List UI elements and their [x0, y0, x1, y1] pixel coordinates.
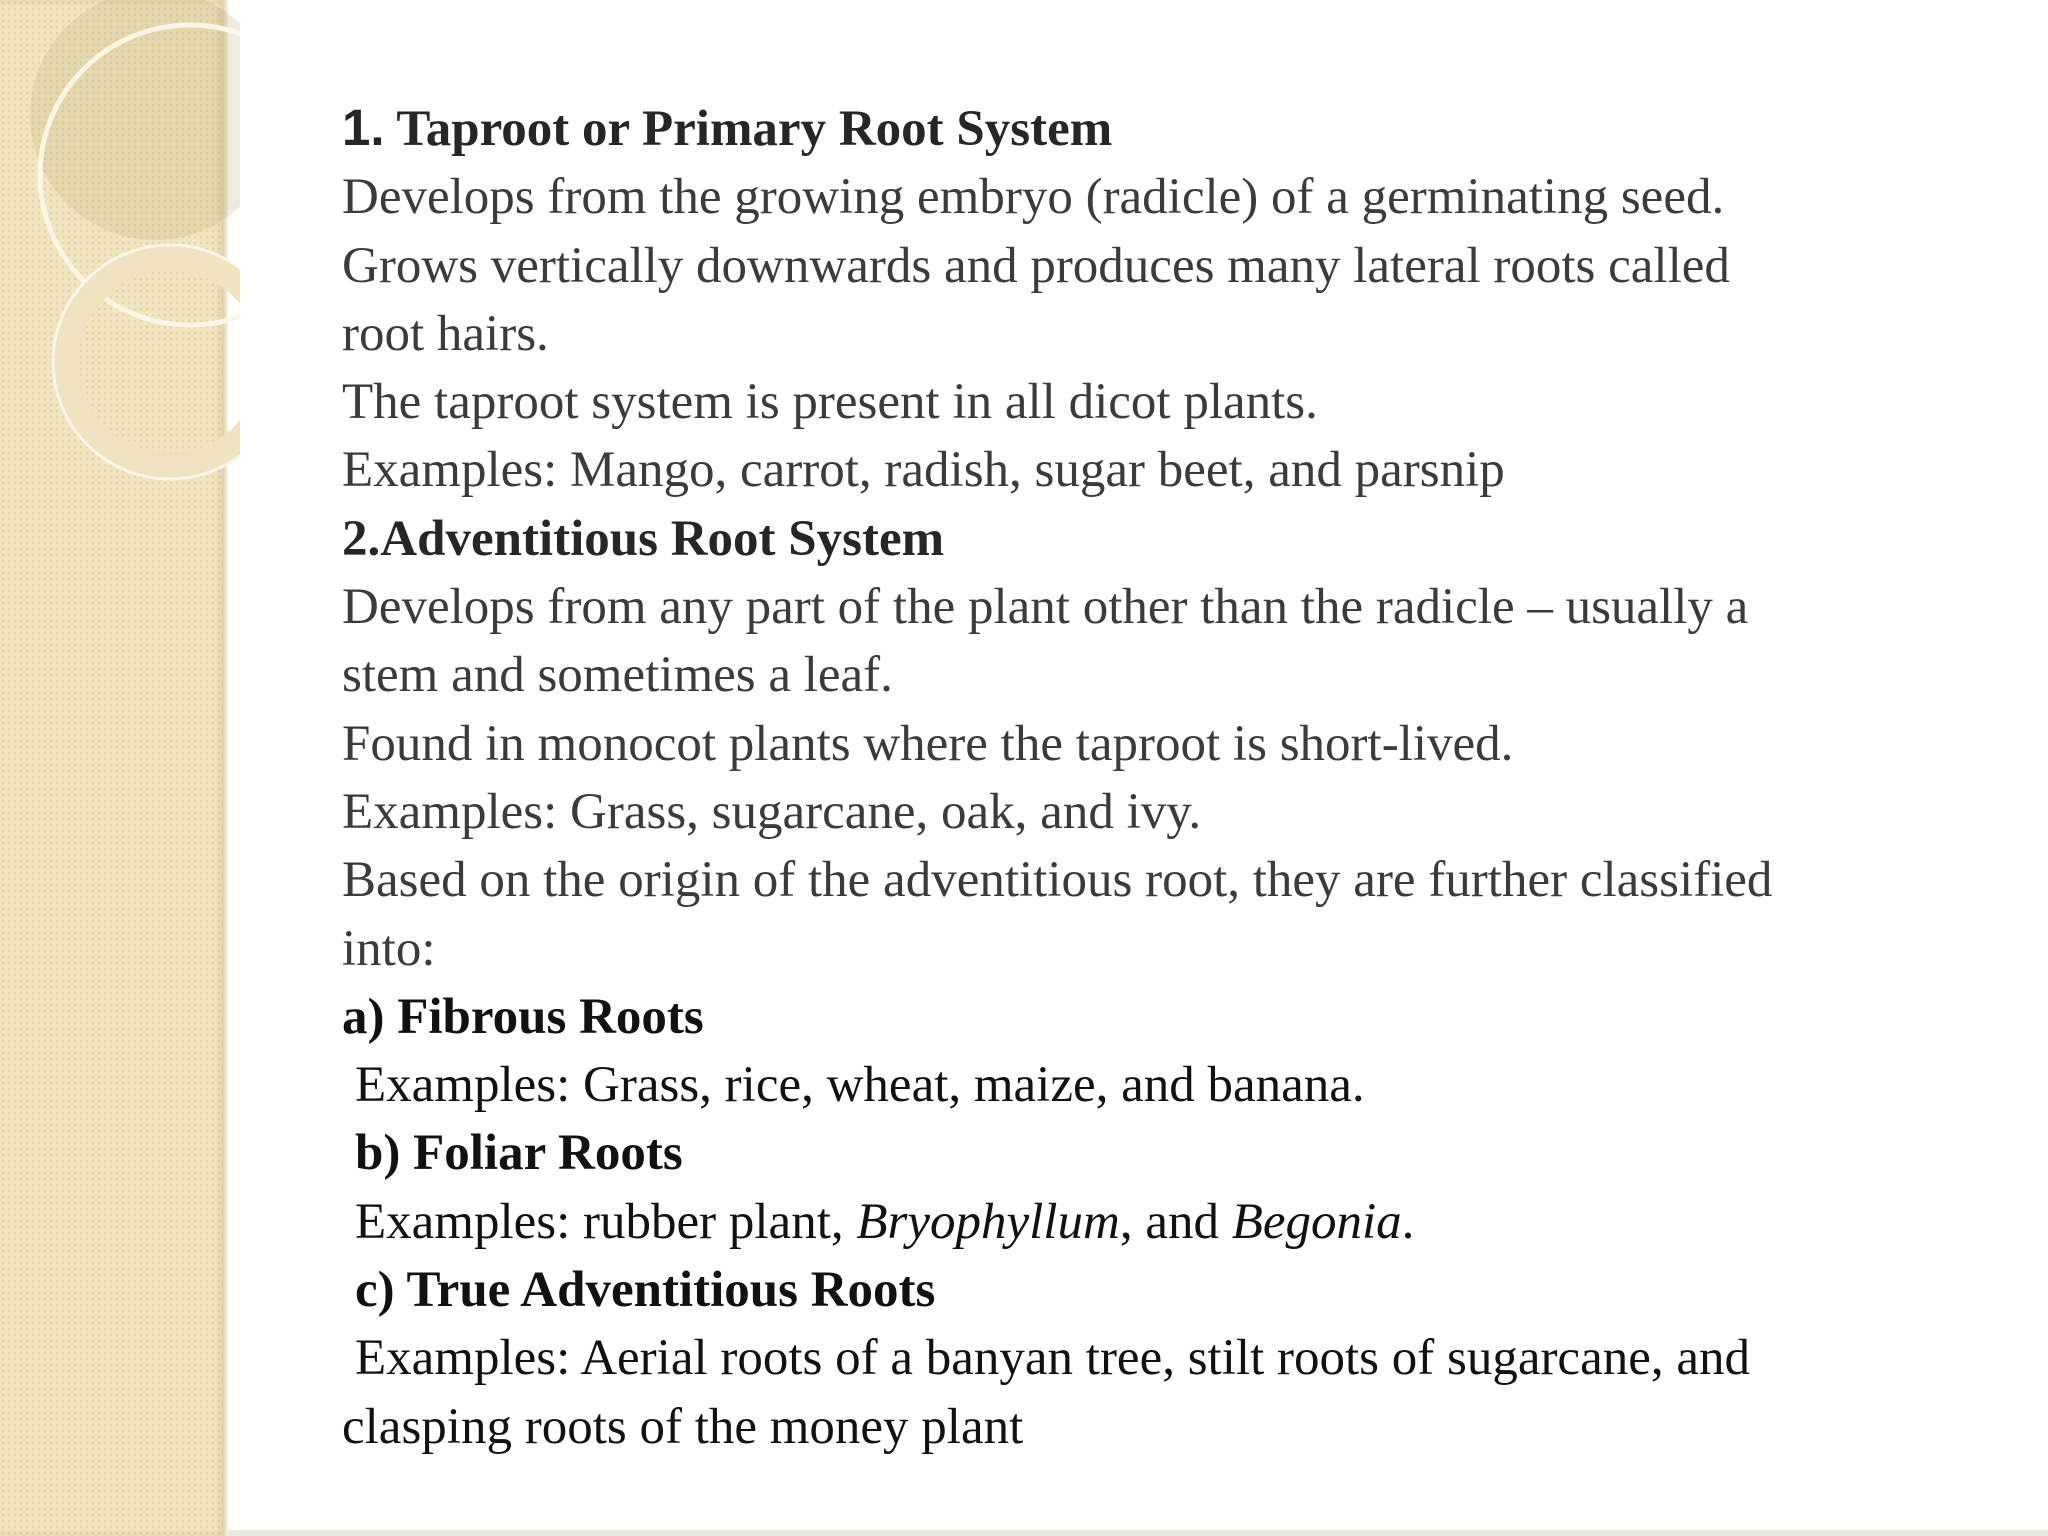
decorative-rings	[0, 0, 240, 520]
section1-line: Grows vertically downwards and produces many lateral roots called	[342, 237, 1730, 294]
section2-line: Based on the origin of the adventitious root, they are further classified	[342, 852, 1773, 909]
section2-heading: 2.Adventitious Root System	[342, 510, 945, 567]
section1-line: root hairs.	[342, 305, 549, 362]
foliar-examples-end: .	[1401, 1193, 1415, 1250]
slide-content	[342, 94, 2002, 1461]
ring-small	[66, 258, 240, 466]
bottom-strip	[228, 1530, 2048, 1536]
fibrous-roots-examples: Examples: Grass, rice, wheat, maize, and banana.	[355, 1057, 1365, 1114]
true-adventitious-examples-line2: clasping roots of the money plant	[342, 1398, 1024, 1455]
foliar-examples-prefix: Examples: rubber plant,	[355, 1193, 857, 1250]
section1-heading-text: Taproot or Primary Root System	[384, 101, 1113, 157]
section1-line: The taproot system is present in all dicot plants.	[342, 374, 1318, 431]
foliar-examples-mid: , and	[1119, 1193, 1232, 1250]
section2-line: Found in monocot plants where the taproot is short-lived.	[342, 715, 1514, 772]
true-adventitious-examples-line1: Examples: Aerial roots of a banyan tree, stilt roots of sugarcane, and	[355, 1330, 1750, 1387]
section2-line: Develops from any part of the plant other than the radicle – usually a	[342, 579, 1749, 636]
foliar-roots-heading: b) Foliar Roots	[355, 1125, 683, 1182]
section1-number: 1.	[342, 99, 385, 156]
section1-line: Develops from the growing embryo (radicle) of a germinating seed.	[342, 169, 1725, 226]
species-begonia: Begonia	[1231, 1193, 1402, 1250]
foliar-roots-examples	[342, 1188, 2002, 1256]
section1-heading	[342, 94, 2002, 163]
species-bryophyllum: Bryophyllum	[856, 1193, 1120, 1250]
section2-line: stem and sometimes a leaf.	[342, 647, 893, 704]
true-adventitious-heading: c) True Adventitious Roots	[355, 1262, 936, 1319]
section2-line: into:	[342, 920, 436, 977]
fibrous-roots-heading: a) Fibrous Roots	[342, 988, 704, 1045]
section2-line: Examples: Grass, sugarcane, oak, and ivy.	[342, 783, 1202, 840]
section1-line: Examples: Mango, carrot, radish, sugar beet, and parsnip	[342, 442, 1505, 499]
